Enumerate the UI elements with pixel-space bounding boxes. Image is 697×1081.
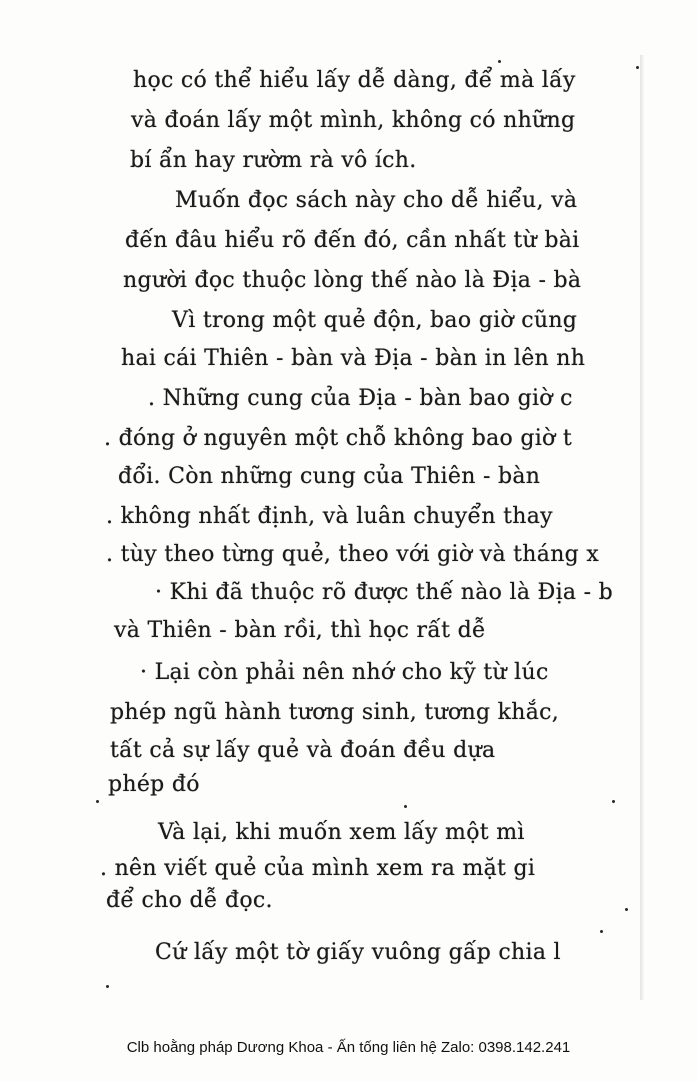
text-line-8: hai cái Thiên - bàn và Địa - bàn in lên nh — [121, 346, 586, 371]
text-line-17: phép ngũ hành tương sinh, tương khắc, — [110, 700, 560, 725]
text-line-7: Vì trong một quẻ độn, bao giờ cũng — [172, 308, 578, 333]
ink-speck — [404, 805, 407, 808]
text-line-9: . Những cung của Địa - bàn bao giờ c — [148, 386, 573, 411]
text-line-20: Và lại, khi muốn xem lấy một mì — [158, 820, 525, 845]
text-line-5: đến đâu hiểu rõ đến đó, cần nhất từ bài — [125, 228, 580, 253]
ink-speck — [498, 60, 501, 63]
text-line-16: · Lại còn phải nên nhớ cho kỹ từ lúc — [140, 660, 549, 685]
text-line-2: và đoán lấy một mình, không có những — [131, 108, 576, 133]
text-line-12: . không nhất định, và luân chuyển thay — [106, 504, 553, 529]
text-line-14: · Khi đã thuộc rõ được thế nào là Địa - b — [155, 580, 614, 605]
text-line-15: và Thiên - bàn rồi, thì học rất dễ — [114, 618, 486, 643]
footer-caption: Clb hoằng pháp Dương Khoa - Ấn tống liên hệ Zalo: 0398.142.241 — [126, 1039, 571, 1056]
text-line-4: Muốn đọc sách này cho dễ hiểu, và — [175, 188, 578, 213]
ink-speck — [625, 908, 628, 911]
text-line-6: người đọc thuộc lòng thế nào là Địa - bà — [123, 268, 582, 293]
text-line-23: Cứ lấy một tờ giấy vuông gấp chia l — [155, 940, 561, 965]
text-line-11: đổi. Còn những cung của Thiên - bàn — [118, 464, 541, 489]
text-line-18: tất cả sự lấy quẻ và đoán đều dựa — [110, 738, 496, 763]
text-line-1: học có thể hiểu lấy dễ dàng, để mà lấy — [133, 68, 576, 93]
ink-speck — [600, 930, 603, 933]
ink-speck — [96, 800, 99, 803]
text-line-22: để cho dễ đọc. — [106, 888, 273, 913]
ink-speck — [106, 985, 109, 988]
ink-speck — [612, 800, 615, 803]
ink-speck — [636, 66, 639, 69]
text-line-13: . tùy theo từng quẻ, theo với giờ và tháng x — [106, 542, 600, 567]
text-line-21: . nên viết quẻ của mình xem ra mặt gi — [100, 856, 536, 881]
text-line-10: . đóng ở nguyên một chỗ không bao giờ t — [104, 426, 573, 451]
text-line-19: phép đó — [108, 772, 200, 797]
text-line-3: bí ẩn hay rườm rà vô ích. — [130, 148, 417, 173]
